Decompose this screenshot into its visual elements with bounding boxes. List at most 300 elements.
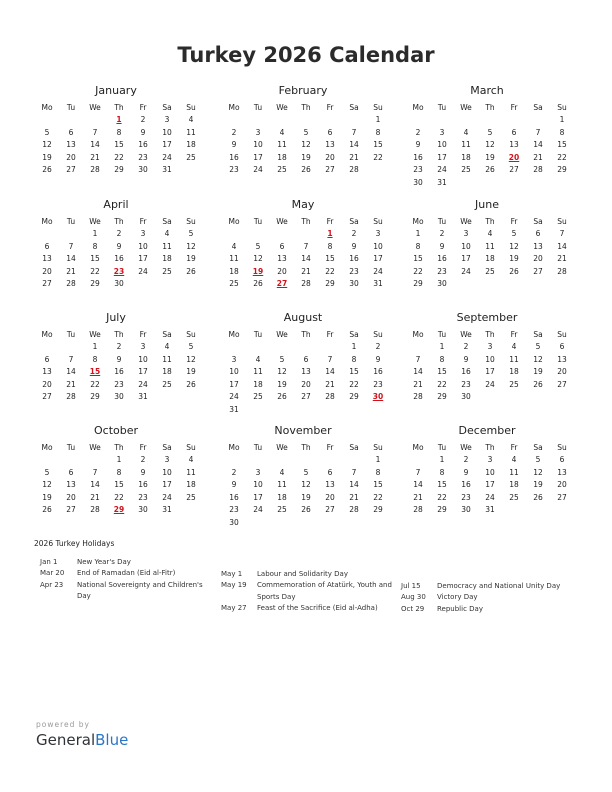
day-cell: 7 — [559, 229, 565, 238]
day-cell: 21 — [90, 492, 100, 502]
weekday-header: Tu — [437, 103, 447, 112]
day-cell: 20 — [66, 492, 76, 502]
day-cell: 14 — [90, 480, 100, 490]
holiday-day-cell: 1 — [327, 229, 333, 238]
day-cell: 28 — [413, 505, 423, 515]
day-cell: 21 — [90, 152, 100, 162]
day-cell: 22 — [373, 152, 383, 162]
day-cell: 31 — [162, 505, 172, 515]
day-cell: 10 — [162, 467, 172, 477]
day-cell: 28 — [349, 505, 359, 515]
day-cell: 2 — [463, 342, 469, 351]
day-cell: 20 — [277, 266, 287, 276]
day-cell: 4 — [188, 455, 194, 464]
month-name: February — [278, 84, 328, 97]
day-cell: 26 — [301, 505, 311, 515]
day-cell: 14 — [413, 367, 423, 377]
day-cell: 12 — [301, 140, 311, 150]
day-cell: 18 — [277, 492, 287, 502]
weekday-header: Fr — [139, 330, 147, 339]
day-cell: 4 — [231, 241, 237, 251]
day-cell: 18 — [186, 480, 196, 490]
day-cell: 22 — [325, 266, 335, 276]
day-cell: 24 — [373, 266, 383, 276]
day-cell: 19 — [533, 480, 543, 490]
day-cell: 26 — [186, 266, 196, 276]
day-cell: 1 — [375, 455, 381, 464]
day-cell: 16 — [138, 480, 148, 490]
day-cell: 31 — [437, 178, 447, 187]
weekday-header: Th — [301, 103, 311, 112]
day-cell: 24 — [253, 165, 263, 175]
day-cell: 9 — [439, 241, 445, 251]
weekday-header: Tu — [66, 217, 76, 226]
day-cell: 28 — [413, 392, 423, 402]
holiday-date: Apr 23 — [40, 580, 64, 589]
day-cell: 25 — [277, 505, 287, 515]
day-cell: 23 — [349, 266, 359, 276]
day-cell: 17 — [373, 254, 383, 264]
weekday-header: We — [276, 330, 288, 339]
day-cell: 26 — [253, 279, 263, 289]
day-cell: 12 — [42, 480, 52, 490]
day-cell: 28 — [90, 505, 100, 515]
day-cell: 19 — [277, 379, 287, 389]
day-cell: 17 — [138, 367, 148, 377]
holiday-name: Commemoration of Atatürk, Youth and Sports Day — [257, 581, 392, 601]
day-cell: 18 — [509, 367, 519, 377]
day-cell: 29 — [114, 165, 124, 175]
weekday-header: Su — [557, 217, 567, 226]
day-cell: 20 — [42, 266, 52, 276]
day-cell: 18 — [485, 254, 495, 264]
weekday-header: Tu — [253, 217, 263, 226]
day-cell: 15 — [114, 140, 124, 150]
day-cell: 15 — [437, 367, 447, 377]
day-cell: 27 — [42, 279, 52, 289]
day-cell: 30 — [461, 505, 471, 515]
weekday-header: Th — [114, 103, 124, 112]
day-cell: 10 — [485, 467, 495, 477]
day-cell: 15 — [557, 140, 567, 150]
weekday-header: We — [89, 443, 101, 452]
day-cell: 6 — [327, 127, 333, 137]
weekday-header: Mo — [412, 217, 424, 226]
day-cell: 11 — [162, 354, 172, 364]
day-cell: 7 — [351, 127, 357, 137]
day-cell: 15 — [114, 480, 124, 490]
day-cell: 2 — [116, 342, 122, 351]
weekday-header: Su — [373, 217, 383, 226]
day-cell: 6 — [327, 467, 333, 477]
day-cell: 13 — [42, 254, 52, 264]
day-cell: 8 — [375, 467, 381, 477]
day-cell: 23 — [413, 165, 423, 175]
day-cell: 31 — [229, 405, 239, 414]
weekday-header: Su — [186, 103, 196, 112]
day-cell: 26 — [42, 505, 52, 515]
day-cell: 12 — [485, 140, 495, 150]
day-cell: 19 — [42, 492, 52, 502]
day-cell: 22 — [557, 152, 567, 162]
weekday-header: Mo — [228, 103, 240, 112]
day-cell: 9 — [116, 241, 122, 251]
day-cell: 24 — [138, 379, 148, 389]
day-cell: 18 — [277, 152, 287, 162]
weekday-header: We — [89, 103, 101, 112]
day-cell: 13 — [325, 480, 335, 490]
holiday-entry — [40, 580, 212, 603]
day-cell: 3 — [164, 455, 170, 464]
day-cell: 10 — [437, 140, 447, 150]
day-cell: 14 — [533, 140, 543, 150]
day-cell: 30 — [413, 178, 423, 187]
day-cell: 19 — [485, 152, 495, 162]
day-cell: 18 — [509, 480, 519, 490]
day-cell: 18 — [461, 152, 471, 162]
day-cell: 6 — [535, 229, 541, 238]
day-cell: 13 — [66, 140, 76, 150]
day-cell: 30 — [437, 279, 447, 289]
weekday-header: Fr — [510, 103, 518, 112]
day-cell: 26 — [42, 165, 52, 175]
day-cell: 16 — [373, 367, 383, 377]
day-cell: 29 — [90, 279, 100, 289]
day-cell: 30 — [349, 279, 359, 289]
day-cell: 1 — [92, 229, 98, 238]
day-cell: 3 — [164, 115, 170, 124]
day-cell: 19 — [533, 367, 543, 377]
day-cell: 9 — [140, 467, 146, 477]
day-cell: 30 — [114, 279, 124, 289]
day-cell: 7 — [415, 467, 421, 477]
day-cell: 22 — [437, 492, 447, 502]
day-cell: 29 — [325, 279, 335, 289]
weekday-header: Fr — [326, 330, 334, 339]
holiday-date: May 19 — [221, 581, 247, 590]
day-cell: 29 — [349, 392, 359, 402]
day-cell: 10 — [138, 354, 148, 364]
weekday-header: Mo — [228, 217, 240, 226]
day-cell: 20 — [557, 367, 567, 377]
day-cell: 2 — [415, 127, 421, 137]
day-cell: 28 — [66, 279, 76, 289]
day-cell: 7 — [92, 127, 98, 137]
holiday-date: Aug 30 — [401, 593, 426, 602]
day-cell: 22 — [437, 379, 447, 389]
day-cell: 1 — [559, 115, 565, 124]
weekday-header: Fr — [510, 217, 518, 226]
day-cell: 25 — [229, 279, 239, 289]
day-cell: 7 — [351, 467, 357, 477]
day-cell: 8 — [351, 354, 357, 364]
day-cell: 21 — [66, 266, 76, 276]
day-cell: 9 — [463, 354, 469, 364]
day-cell: 19 — [301, 492, 311, 502]
day-cell: 14 — [557, 241, 567, 251]
day-cell: 12 — [186, 241, 196, 251]
weekday-header: Tu — [253, 103, 263, 112]
weekday-header: Mo — [41, 443, 53, 452]
day-cell: 9 — [415, 140, 421, 150]
day-cell: 20 — [42, 379, 52, 389]
day-cell: 10 — [485, 354, 495, 364]
day-cell: 10 — [138, 241, 148, 251]
day-cell: 3 — [140, 229, 146, 238]
holidays-title: 2026 Turkey Holidays — [34, 539, 115, 548]
generalblue-logo[interactable] — [36, 731, 128, 749]
day-cell: 22 — [413, 266, 423, 276]
day-cell: 15 — [373, 140, 383, 150]
day-cell: 11 — [253, 367, 263, 377]
weekday-header: Fr — [139, 103, 147, 112]
day-cell: 27 — [509, 165, 519, 175]
weekday-header: We — [460, 217, 472, 226]
month-name: August — [283, 311, 323, 324]
day-cell: 3 — [255, 127, 261, 137]
weekday-header: We — [460, 103, 472, 112]
weekday-header: Fr — [510, 443, 518, 452]
holiday-day-cell: 1 — [116, 115, 122, 124]
day-cell: 6 — [44, 354, 50, 364]
day-cell: 3 — [487, 455, 493, 464]
day-cell: 22 — [90, 266, 100, 276]
day-cell: 7 — [68, 354, 74, 364]
day-cell: 13 — [533, 241, 543, 251]
day-cell: 14 — [301, 254, 311, 264]
day-cell: 28 — [66, 392, 76, 402]
day-cell: 27 — [42, 392, 52, 402]
day-cell: 29 — [90, 392, 100, 402]
day-cell: 1 — [351, 342, 357, 351]
day-cell: 31 — [485, 505, 495, 515]
day-cell: 8 — [439, 467, 445, 477]
weekday-header: Mo — [41, 217, 53, 226]
day-cell: 14 — [66, 367, 76, 377]
weekday-header: We — [460, 443, 472, 452]
day-cell: 6 — [511, 127, 517, 137]
day-cell: 25 — [162, 266, 172, 276]
day-cell: 2 — [116, 229, 122, 238]
day-cell: 8 — [559, 127, 565, 137]
day-cell: 23 — [229, 505, 239, 515]
day-cell: 27 — [325, 165, 335, 175]
holiday-day-cell: 30 — [372, 392, 384, 402]
weekday-header: Mo — [41, 103, 53, 112]
day-cell: 13 — [66, 480, 76, 490]
day-cell: 30 — [229, 518, 239, 527]
day-cell: 12 — [42, 140, 52, 150]
day-cell: 11 — [485, 241, 495, 251]
day-cell: 15 — [349, 367, 359, 377]
holiday-date: May 27 — [221, 604, 247, 613]
holiday-date: Jul 15 — [401, 582, 421, 590]
weekday-header: Sa — [349, 217, 359, 226]
holiday-name: Republic Day — [437, 604, 483, 613]
holiday-entry — [221, 603, 393, 614]
weekday-header: We — [460, 330, 472, 339]
holiday-name: Victory Day — [437, 593, 478, 602]
holiday-name: New Year's Day — [77, 558, 131, 566]
day-cell: 27 — [66, 165, 76, 175]
day-cell: 21 — [301, 266, 311, 276]
holiday-entry — [401, 581, 576, 592]
day-cell: 22 — [90, 379, 100, 389]
day-cell: 10 — [373, 241, 383, 251]
weekday-header: Fr — [139, 217, 147, 226]
day-cell: 23 — [114, 379, 124, 389]
day-cell: 17 — [485, 480, 495, 490]
holiday-name: Feast of the Sacrifice (Eid al-Adha) — [257, 604, 378, 613]
weekday-header: Tu — [66, 103, 76, 112]
day-cell: 10 — [229, 367, 239, 377]
day-cell: 1 — [439, 342, 445, 351]
day-cell: 30 — [138, 505, 148, 515]
day-cell: 3 — [255, 467, 261, 477]
holiday-column-2 — [221, 569, 393, 615]
day-cell: 17 — [253, 152, 263, 162]
day-cell: 28 — [301, 279, 311, 289]
weekday-header: Th — [485, 330, 495, 339]
day-cell: 27 — [533, 266, 543, 276]
day-cell: 15 — [373, 480, 383, 490]
day-cell: 23 — [138, 492, 148, 502]
day-cell: 23 — [138, 152, 148, 162]
day-cell: 21 — [413, 492, 423, 502]
day-cell: 24 — [437, 165, 447, 175]
weekday-header: Fr — [510, 330, 518, 339]
day-cell: 19 — [42, 152, 52, 162]
weekday-header: Th — [485, 217, 495, 226]
day-cell: 20 — [301, 379, 311, 389]
day-cell: 5 — [44, 127, 50, 137]
day-cell: 21 — [66, 379, 76, 389]
day-cell: 5 — [188, 229, 194, 238]
day-cell: 5 — [303, 127, 309, 137]
day-cell: 2 — [463, 455, 469, 464]
day-cell: 29 — [437, 505, 447, 515]
day-cell: 20 — [325, 152, 335, 162]
day-cell: 31 — [138, 392, 148, 402]
day-cell: 20 — [325, 492, 335, 502]
day-cell: 11 — [509, 354, 519, 364]
weekday-header: We — [89, 217, 101, 226]
weekday-header: Sa — [162, 443, 172, 452]
day-cell: 17 — [461, 254, 471, 264]
month-name: September — [456, 311, 518, 324]
day-cell: 16 — [461, 480, 471, 490]
day-cell: 16 — [229, 152, 239, 162]
day-cell: 12 — [253, 254, 263, 264]
holiday-day-cell: 15 — [89, 367, 101, 377]
month-name: January — [95, 84, 137, 97]
day-cell: 26 — [301, 165, 311, 175]
weekday-header: Mo — [412, 443, 424, 452]
day-cell: 7 — [535, 127, 541, 137]
day-cell: 3 — [375, 229, 381, 238]
day-cell: 1 — [116, 455, 122, 464]
day-cell: 27 — [557, 379, 567, 389]
day-cell: 14 — [90, 140, 100, 150]
holiday-name: National Sovereignty and Children's Day — [77, 580, 203, 601]
day-cell: 2 — [231, 467, 237, 477]
day-cell: 2 — [439, 229, 445, 238]
weekday-header: Tu — [437, 217, 447, 226]
day-cell: 26 — [485, 165, 495, 175]
weekday-header: Th — [114, 330, 124, 339]
day-cell: 11 — [229, 254, 239, 264]
day-cell: 27 — [557, 492, 567, 502]
day-cell: 3 — [463, 229, 469, 238]
day-cell: 6 — [68, 467, 74, 477]
day-cell: 22 — [114, 492, 124, 502]
day-cell: 2 — [140, 455, 146, 464]
day-cell: 14 — [349, 480, 359, 490]
day-cell: 7 — [327, 354, 333, 364]
weekday-header: Th — [485, 443, 495, 452]
day-cell: 17 — [138, 254, 148, 264]
day-cell: 17 — [162, 140, 172, 150]
weekday-header: We — [89, 330, 101, 339]
day-cell: 24 — [485, 492, 495, 502]
month-name: December — [458, 424, 516, 437]
day-cell: 16 — [229, 492, 239, 502]
day-cell: 6 — [303, 354, 309, 364]
day-cell: 29 — [437, 392, 447, 402]
day-cell: 12 — [301, 480, 311, 490]
holiday-day-cell: 29 — [113, 505, 125, 515]
day-cell: 9 — [231, 140, 237, 150]
day-cell: 1 — [415, 229, 421, 238]
day-cell: 19 — [509, 254, 519, 264]
weekday-header: Sa — [533, 103, 543, 112]
day-cell: 13 — [557, 354, 567, 364]
day-cell: 16 — [349, 254, 359, 264]
day-cell: 11 — [509, 467, 519, 477]
day-cell: 16 — [114, 254, 124, 264]
weekday-header: Fr — [139, 443, 147, 452]
holiday-name: Democracy and National Unity Day — [437, 582, 561, 590]
month-name: March — [470, 84, 504, 97]
weekday-header: Th — [114, 443, 124, 452]
weekday-header: We — [276, 217, 288, 226]
day-cell: 6 — [559, 455, 565, 464]
day-cell: 25 — [186, 492, 196, 502]
day-cell: 24 — [162, 152, 172, 162]
weekday-header: Sa — [533, 217, 543, 226]
day-cell: 5 — [279, 354, 285, 364]
day-cell: 17 — [253, 492, 263, 502]
holiday-date: Mar 20 — [40, 569, 65, 578]
day-cell: 18 — [253, 379, 263, 389]
day-cell: 19 — [186, 367, 196, 377]
day-cell: 29 — [557, 165, 567, 175]
month-name: October — [93, 424, 139, 437]
day-cell: 10 — [461, 241, 471, 251]
day-cell: 8 — [92, 354, 98, 364]
day-cell: 24 — [461, 266, 471, 276]
month-name: November — [274, 424, 332, 437]
weekday-header: Fr — [326, 103, 334, 112]
day-cell: 17 — [485, 367, 495, 377]
day-cell: 22 — [373, 492, 383, 502]
weekday-header: Su — [373, 103, 383, 112]
weekday-header: Tu — [253, 330, 263, 339]
day-cell: 11 — [162, 241, 172, 251]
day-cell: 4 — [164, 342, 170, 351]
day-cell: 28 — [533, 165, 543, 175]
footer-branding — [36, 720, 128, 749]
